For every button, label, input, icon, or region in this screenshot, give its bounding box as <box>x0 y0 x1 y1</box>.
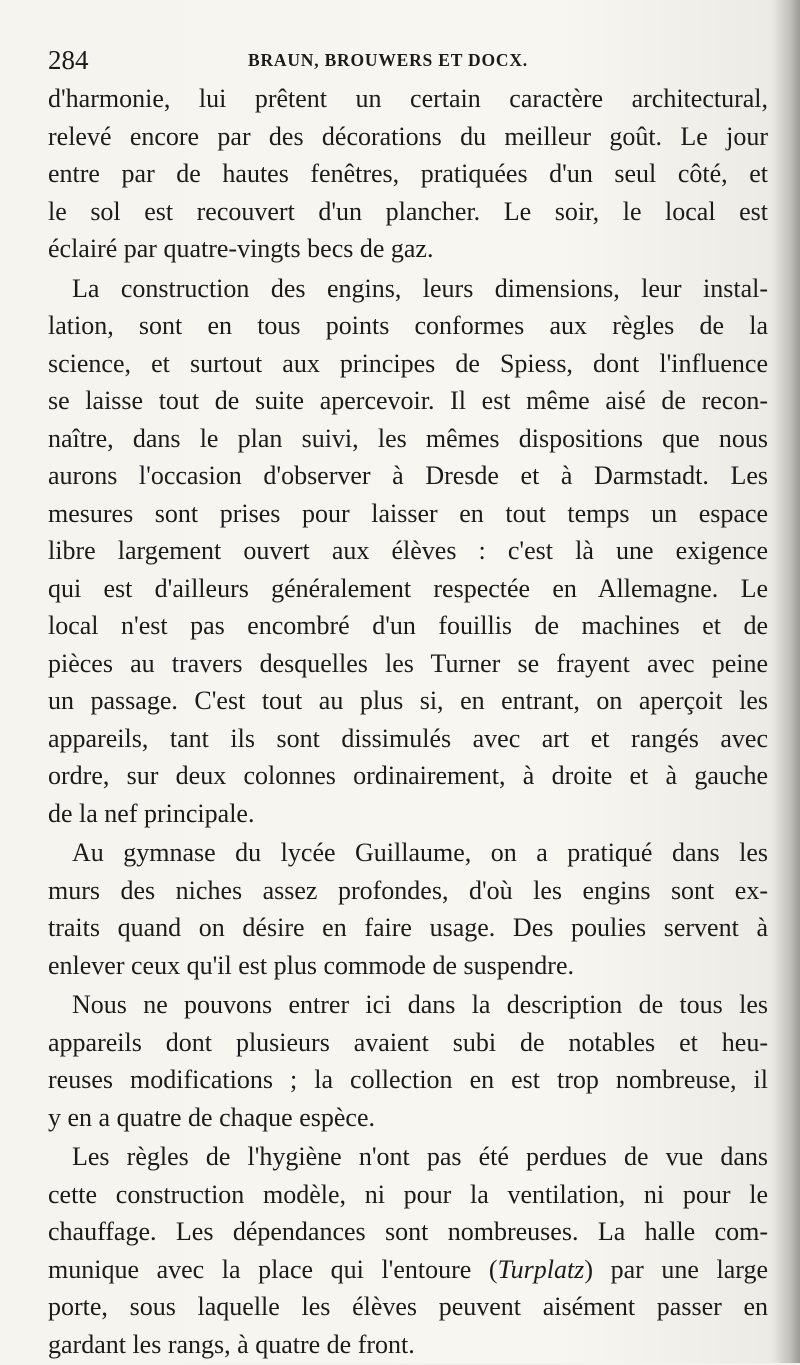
text-line: pièces au travers desquelles les Turner se frayent avec peine <box>48 648 768 678</box>
paragraph <box>48 80 768 268</box>
text-line: La construction des engins, leurs dimensions, leur instal- <box>72 273 768 303</box>
text-line: naître, dans le plan suivi, les mêmes dispositions que nous <box>48 423 768 453</box>
text-line: science, et surtout aux principes de Spiess, dont l'influence <box>48 348 768 378</box>
text-line: se laisse tout de suite apercevoir. Il est même aisé de recon- <box>48 386 768 415</box>
text-line: le sol est recouvert d'un plancher. Le soir, le local est <box>48 196 768 226</box>
page-edge-shadow <box>774 0 800 1363</box>
text-line: d'harmonie, lui prêtent un certain caractère architectural, <box>48 84 768 113</box>
text-line: lation, sont en tous points conformes aux règles de la <box>48 311 768 340</box>
text-line: appareils dont plusieurs avaient subi de notables et heu- <box>48 1027 768 1057</box>
text-line: ordre, sur deux colonnes ordinairement, à droite et à gauche <box>48 761 768 790</box>
text-line: mesures sont prises pour laisser en tout temps un espace <box>48 498 768 528</box>
text-line: de la nef principale. <box>48 798 255 828</box>
text-line: entre par de hautes fenêtres, pratiquées d'un seul côté, et <box>48 159 768 188</box>
page-header <box>48 40 760 80</box>
text-line: enlever ceux qu'il est plus commode de suspendre. <box>48 950 574 980</box>
text-line: cette construction modèle, ni pour la ventilation, ni pour le <box>48 1179 768 1209</box>
text-line: Les règles de l'hygiène n'ont pas été perdues de vue dans <box>72 1142 768 1171</box>
text-line: porte, sous laquelle les élèves peuvent aisément passer en <box>48 1292 768 1321</box>
text-line: traits quand on désire en faire usage. Des poulies servent à <box>48 913 768 942</box>
body-text <box>48 80 768 1365</box>
text-line: chauffage. Les dépendances sont nombreuses. La halle com- <box>48 1217 768 1246</box>
running-head: BRAUN, BROUWERS ET DOCX. <box>248 50 528 70</box>
text-line: libre largement ouvert aux élèves : c'est là une exigence <box>48 536 768 565</box>
text-line: un passage. C'est tout au plus si, en entrant, on aperçoit les <box>48 686 768 715</box>
text-line: aurons l'occasion d'observer à Dresde et à Darmstadt. Les <box>48 461 768 490</box>
text-line: Nous ne pouvons entrer ici dans la description de tous les <box>72 990 768 1019</box>
text-line: Au gymnase du lycée Guillaume, on a pratiqué dans les <box>72 838 768 867</box>
italic-term: Turplatz <box>497 1254 585 1284</box>
text-line: munique avec la place qui l'entoure (Turplatz) par une large <box>48 1254 769 1284</box>
text-line: qui est d'ailleurs généralement respectée en Allemagne. Le <box>48 573 768 603</box>
paragraph <box>48 270 768 833</box>
text-line: appareils, tant ils sont dissimulés avec art et rangés avec <box>48 723 768 753</box>
text-line: gardant les rangs, à quatre de front. <box>48 1329 415 1359</box>
text-line: reuses modifications ; la collection en est trop nombreuse, il <box>48 1065 768 1094</box>
text-line: local n'est pas encombré d'un fouillis de machines et de <box>48 611 768 640</box>
text-line: murs des niches assez profondes, d'où les engins sont ex- <box>48 875 768 905</box>
paragraph <box>48 986 768 1136</box>
page-number: 284 <box>48 45 89 75</box>
text-line: éclairé par quatre-vingts becs de gaz. <box>48 234 434 263</box>
paragraph <box>48 834 768 984</box>
text-line: relevé encore par des décorations du meilleur goût. Le jour <box>48 121 768 151</box>
text-line: y en a quatre de chaque espèce. <box>48 1102 375 1132</box>
paragraph <box>48 1138 768 1363</box>
